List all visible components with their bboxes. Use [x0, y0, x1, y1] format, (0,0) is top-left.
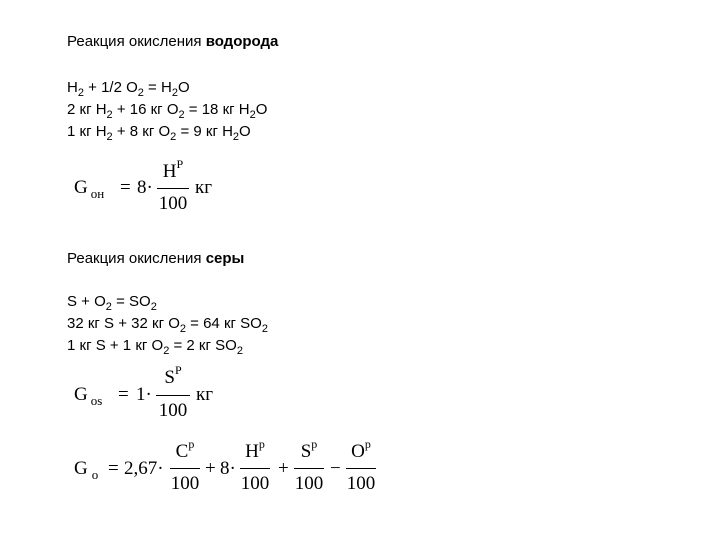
hydrogen-heading: [67, 33, 278, 51]
total-oxygen-formula: G $_o$ = 2,67· $C^p$ 100 + 8· $H^p$ 100 + $S^p$ 100 − $O^p$ 100: [74, 437, 376, 494]
sulfur-formula: G $_{os}$ = 1· $S^P$ 100 кг: [74, 363, 214, 421]
sulfur-equation-3: 1 кг S + 1 кг $O_2 = 2$ кг $SO_2$: [67, 337, 243, 357]
heading-bold-text: водорода: [205, 33, 279, 50]
hydrogen-equation-1: $H_2 + 1/2$ $O_2 = H_2O$: [67, 79, 190, 99]
heading-text: Реакция окисления: [67, 250, 206, 267]
sulfur-heading: [67, 250, 244, 268]
sulfur-equation-2: 32 кг S + 32 кг $O_2 = 64$ кг $SO_2$: [67, 315, 268, 335]
hydrogen-equation-2: 2 кг $H_2 + 16$ кг $O_2 = 18$ кг $H_2O$: [67, 101, 268, 121]
heading-bold-text: серы: [205, 250, 245, 267]
sulfur-equation-1: $S + O_2 = SO_2$: [67, 293, 157, 313]
hydrogen-equation-3: 1 кг $H_2 + 8$ кг $O_2 = 9$ кг $H_2O$: [67, 123, 251, 143]
heading-text: Реакция окисления: [67, 33, 206, 50]
hydrogen-formula: G $_{он}$ = 8· $H^P$ 100 кг: [74, 157, 213, 214]
